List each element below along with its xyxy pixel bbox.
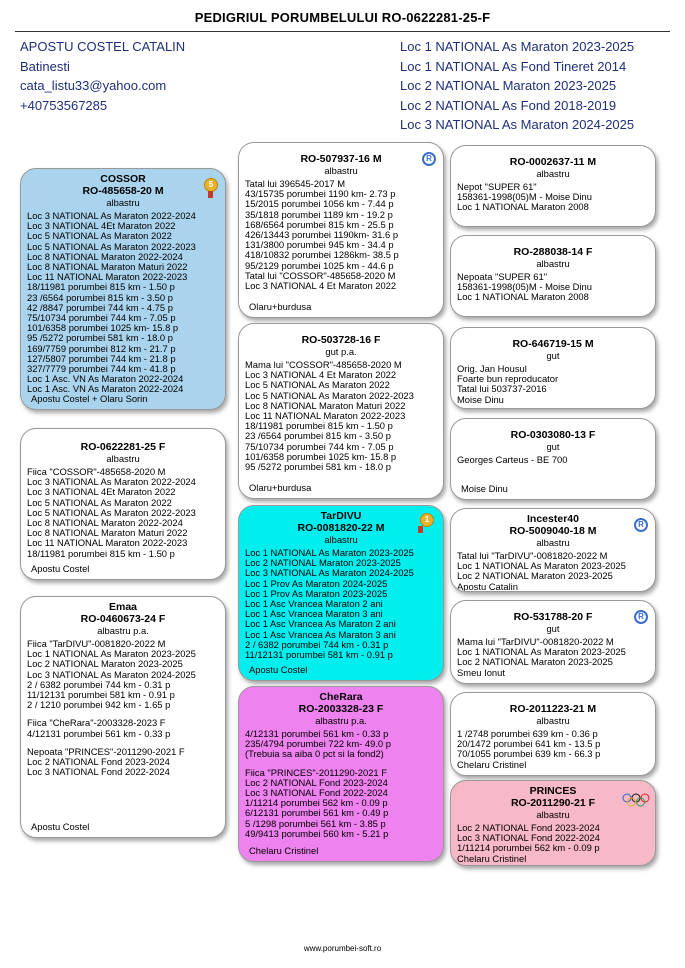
result-line: Loc 1 Asc Vrancea As Maraton 3 ani: [245, 628, 396, 640]
result-line: Loc 3 NATIONAL As Maraton 2022-2024: [27, 210, 196, 221]
result-line: Tatal lui 396545-2017 M: [245, 178, 346, 189]
results-list: [457, 729, 649, 770]
card-gg2[interactable]: [450, 235, 656, 317]
result-line: Loc 1 Asc Vrancea Maraton 3 ani: [245, 608, 383, 620]
result-line: 20/1472 porumbei 641 km - 13.5 p: [457, 738, 601, 750]
owner-email[interactable]: cata_listu33@yahoo.com: [20, 78, 167, 93]
owner-city: Batinesti: [20, 58, 70, 74]
results-list: [457, 551, 649, 592]
pigeon-name: COSSOR: [100, 173, 146, 185]
ring-number: RO-0460673-24 F: [80, 613, 166, 625]
result-line: Loc 3 NATIONAL 4Et Maraton 2022: [27, 220, 176, 232]
results-list: [245, 768, 437, 839]
result-line: Loc 3 NATIONAL Fond 2022-2024: [457, 832, 600, 844]
result-line: Fiica "TarDIVU"-0081820-2022 M: [27, 638, 166, 649]
breeder-name: Moise Dinu: [461, 482, 508, 494]
pigeon-color: albastru: [536, 809, 570, 820]
pigeon-name: Emaa: [108, 601, 138, 613]
ring-number: RO-0303080-13 F: [510, 429, 596, 441]
pigeon-color: albastru p.a.: [97, 625, 149, 636]
pigeon-name: Incester40: [527, 513, 579, 525]
result-line: 18/11981 porumbei 815 km - 1.50 p: [27, 547, 175, 559]
result-line: Loc 5 NATIONAL As Maraton 2022: [27, 230, 172, 242]
ring-number: RO-507937-16 M: [300, 153, 382, 165]
results-list: [457, 182, 649, 213]
results-list: [245, 360, 437, 472]
result-line: Mama lui "COSSOR"-485658-2020 M: [245, 359, 402, 370]
result-line: Loc 2 NATIONAL Fond 2023-2024: [27, 756, 170, 768]
result-line: Loc 1 Prov As Maraton 2024-2025: [245, 577, 388, 589]
pigeon-name: PRINCES: [529, 785, 577, 797]
result-line: 23 /6564 porumbei 815 km - 3.50 p: [27, 291, 173, 303]
pigeon-color: albastru: [324, 165, 358, 176]
result-line: 70/1055 porumbei 639 km - 66.3 p: [457, 748, 601, 760]
ring-number: RO-5009040-18 M: [509, 525, 597, 537]
result-line: Loc 11 NATIONAL Maraton 2022-2023: [27, 271, 188, 283]
result-line: Loc 1 Asc. VN As Maraton 2022-2024: [27, 373, 184, 385]
breeder-name: Apostu Costel: [31, 820, 90, 832]
title-line: Loc 2 NATIONAL Maraton 2023-2025: [400, 78, 617, 93]
card-gg6[interactable]: [450, 600, 656, 684]
result-line: Loc 5 NATIONAL As Maraton 2022: [27, 496, 172, 508]
card-cherara[interactable]: [238, 686, 444, 862]
result-line: Orig. Jan Housul: [457, 363, 527, 374]
breeder-name: Apostu Costel + Olaru Sorin: [31, 392, 148, 404]
result-line: Loc 2 NATIONAL Maraton 2023-2025: [457, 570, 613, 582]
card-cossor[interactable]: [20, 168, 226, 410]
card-princes[interactable]: [450, 780, 656, 866]
result-line: Loc 1 NATIONAL Maraton 2008: [457, 201, 589, 213]
breeder-name: Olaru+burdusa: [249, 300, 312, 312]
pigeon-color: albastru p.a.: [315, 715, 367, 726]
result-line: 75/10734 porumbei 744 km - 7.05 p: [27, 312, 176, 324]
result-line: Loc 3 NATIONAL 4 Et Maraton 2022: [245, 369, 397, 381]
results-list: [245, 729, 437, 760]
results-list: [27, 467, 219, 559]
result-line: 5 /1298 porumbei 561 km - 3.85 p: [245, 817, 386, 829]
card-gg5[interactable]: [450, 508, 656, 592]
result-line: Loc 1 Asc Vrancea As Maraton 2 ani: [245, 618, 396, 630]
results-list: [457, 637, 649, 678]
result-line: 158361-1998(05)M - Moise Dinu: [457, 191, 592, 203]
registered-icon: R: [422, 152, 436, 166]
owner-phone: +40753567285: [20, 97, 108, 113]
medal-icon: 1: [420, 513, 434, 527]
result-line: Loc 3 NATIONAL As Maraton 2024-2025: [245, 567, 414, 579]
pigeon-color: albastru: [106, 453, 140, 464]
result-line: Tatal lui "TarDIVU"-0081820-2022 M: [457, 550, 608, 561]
result-line: Loc 3 NATIONAL Fond 2022-2024: [245, 787, 388, 799]
result-line: Loc 3 NATIONAL As Maraton 2024-2025: [27, 668, 196, 680]
card-main-pigeon[interactable]: [20, 428, 226, 580]
result-line: Loc 3 NATIONAL 4Et Maraton 2022: [27, 486, 176, 498]
result-line: 95/2129 porumbei 1025 km - 44.6 p: [245, 259, 394, 271]
result-line: 169/7759 porumbei 812 km - 21.7 p: [27, 342, 176, 354]
card-gg1[interactable]: [450, 145, 656, 227]
title-line: Loc 1 NATIONAL As Fond Tineret 2014: [400, 58, 627, 74]
result-line: Loc 1 NATIONAL As Maraton 2023-2025: [457, 646, 626, 658]
result-line: 426/13443 porumbei 1190km- 31.6 p: [245, 229, 399, 241]
card-emaa[interactable]: [20, 596, 226, 838]
result-line: 18/11981 porumbei 815 km - 1.50 p: [27, 281, 175, 293]
result-line: Loc 8 NATIONAL Maraton 2022-2024: [27, 517, 183, 529]
result-line: 4/12131 porumbei 561 km - 0.33 p: [245, 728, 389, 739]
breeder-name: Apostu Costel: [31, 562, 90, 574]
result-line: 327/7779 porumbei 744 km - 41.8 p: [27, 363, 176, 375]
result-line: 11/12131 porumbei 581 km - 0.91 p: [245, 649, 393, 661]
pigeon-color: albastru: [106, 197, 140, 208]
pigeon-color: albastru: [536, 715, 570, 726]
result-line: 35/1818 porumbei 1189 km - 19.2 p: [245, 208, 393, 220]
result-line: Nepot "SUPER 61": [457, 181, 537, 192]
result-line: Loc 2 NATIONAL Fond 2023-2024: [245, 776, 388, 788]
result-line: Loc 5 NATIONAL As Maraton 2022: [245, 379, 390, 391]
result-line: Chelaru Cristinel: [457, 852, 527, 864]
result-line: Loc 3 NATIONAL As Maraton 2022-2024: [27, 476, 196, 488]
result-line: Loc 1 NATIONAL Maraton 2008: [457, 291, 589, 303]
result-line: Smeu Ionut: [457, 666, 505, 678]
result-line: 95 /5272 porumbei 581 km - 18.0 p: [27, 332, 173, 344]
results-list: [245, 548, 437, 660]
result-line: Mama lui "TarDIVU"-0081820-2022 M: [457, 636, 614, 647]
result-line: Tatal lui "COSSOR"-485658-2020 M: [245, 269, 396, 281]
ring-number: RO-2011223-21 M: [509, 703, 597, 715]
title-line: Loc 3 NATIONAL As Maraton 2024-2025: [400, 117, 635, 132]
result-line: Nepoata "PRINCES"-2011290-2021 F: [27, 745, 185, 757]
results-list: [457, 823, 649, 864]
results-list: [457, 364, 649, 405]
result-line: 1/11214 porumbei 562 km - 0.09 p: [245, 797, 388, 809]
ring-number: RO-2003328-23 F: [298, 703, 384, 715]
pigeon-color: albastru: [536, 537, 570, 548]
ring-number: RO-288038-14 F: [513, 246, 593, 258]
footer-site[interactable]: www.porumbei-soft.ro: [303, 944, 382, 953]
breeder-name: Apostu Costel: [249, 663, 308, 675]
result-line: Fiica "COSSOR"-485658-2020 M: [27, 466, 166, 477]
medal-icon: 5: [204, 178, 218, 192]
results-list: [27, 718, 219, 738]
result-line: Loc 2 NATIONAL Maraton 2023-2025: [27, 658, 183, 670]
result-line: Moise Dinu: [457, 393, 504, 405]
ring-number: RO-503728-16 F: [301, 334, 381, 346]
result-line: 168/6564 porumbei 815 km - 25.5 p: [245, 218, 394, 230]
result-line: 127/5807 porumbei 744 km - 21.8 p: [27, 352, 176, 364]
result-line: Nepoata "SUPER 61": [457, 271, 548, 282]
result-line: Tatal lui 503737-2016: [457, 383, 547, 395]
result-line: 235/4794 porumbei 722 km- 49.0 p: [245, 738, 391, 750]
results-list: [27, 211, 219, 395]
title-line: Loc 2 NATIONAL As Fond 2018-2019: [400, 97, 617, 113]
results-list: [27, 747, 219, 778]
ring-number: RO-531788-20 F: [513, 611, 593, 623]
page-title: PEDIGRIUL PORUMBELULUI RO-0622281-25-F: [194, 10, 491, 25]
result-line: Loc 8 NATIONAL Maraton 2022-2024: [27, 250, 183, 262]
result-line: 131/3800 porumbei 945 km - 34.4 p: [245, 239, 394, 251]
result-line: Loc 2 NATIONAL Maraton 2023-2025: [245, 557, 401, 569]
result-line: 43/15735 porumbei 1190 km- 2.73 p: [245, 188, 396, 200]
result-line: 6/12131 porumbei 561 km - 0.49 p: [245, 807, 389, 819]
owner-name: APOSTU COSTEL CATALIN: [20, 39, 186, 54]
result-line: 15/2015 porumbei 1056 km - 7.44 p: [245, 198, 394, 210]
result-line: 2 / 6382 porumbei 744 km - 0.31 p: [245, 638, 389, 650]
ring-number: RO-646719-15 M: [512, 338, 594, 350]
card-gg3[interactable]: [450, 327, 656, 409]
ring-number: RO-0002637-11 M: [509, 156, 597, 168]
result-line: 101/6358 porumbei 1025 km- 15.8 p: [27, 322, 179, 334]
result-line: 42 /8847 porumbei 744 km - 4.75 p: [27, 301, 173, 313]
olympic-rings-icon: [621, 793, 651, 807]
pigeon-color: gut: [546, 350, 560, 361]
ring-number: RO-0081820-22 M: [297, 522, 385, 534]
result-line: Loc 5 NATIONAL As Maraton 2022-2023: [245, 389, 414, 401]
result-line: 75/10734 porumbei 744 km - 7.05 p: [245, 440, 394, 452]
pigeon-name: TarDIVU: [320, 510, 362, 522]
result-line: 2 / 1210 porumbei 942 km - 1.65 p: [27, 699, 171, 711]
result-line: Loc 1 NATIONAL As Maraton 2023-2025: [457, 560, 626, 572]
registered-icon: R: [634, 610, 648, 624]
result-line: 23 /6564 porumbei 815 km - 3.50 p: [245, 430, 391, 442]
result-line: Loc 8 NATIONAL Maraton Maturi 2022: [27, 527, 188, 539]
result-line: Georges Carteus - BE 700: [457, 454, 568, 465]
result-line: 101/6358 porumbei 1025 km- 15.8 p: [245, 450, 397, 462]
result-line: 418/10832 porumbei 1286km- 38.5 p: [245, 249, 399, 261]
breeder-name: Olaru+burdusa: [249, 481, 312, 493]
result-line: Loc 8 NATIONAL Maraton Maturi 2022: [27, 261, 188, 273]
result-line: Loc 5 NATIONAL As Maraton 2022-2023: [27, 506, 196, 518]
result-line: 4/12131 porumbei 561 km - 0.33 p: [27, 727, 171, 739]
result-line: Fiica "PRINCES"-2011290-2021 F: [245, 766, 387, 778]
pigeon-color: albastru: [536, 258, 570, 269]
results-list: [27, 639, 219, 710]
result-line: Loc 5 NATIONAL As Maraton 2022-2023: [27, 240, 196, 252]
card-g1[interactable]: [238, 142, 444, 318]
result-line: 158361-1998(05)M - Moise Dinu: [457, 281, 592, 293]
result-line: Loc 11 NATIONAL Maraton 2022-2023: [27, 537, 188, 549]
result-line: 1 /2748 porumbei 639 km - 0.36 p: [457, 728, 598, 739]
pigeon-color: albastru: [536, 168, 570, 179]
result-line: 2 / 6382 porumbei 744 km - 0.31 p: [27, 678, 171, 690]
result-line: Loc 1 Prov As Maraton 2023-2025: [245, 587, 388, 599]
result-line: 95 /5272 porumbei 581 km - 18.0 p: [245, 461, 391, 473]
title-divider: [15, 31, 670, 32]
result-line: Foarte bun reproducator: [457, 373, 559, 385]
owner-titles: [400, 37, 634, 135]
ribbon-icon: [208, 191, 213, 198]
card-gg7[interactable]: [450, 692, 656, 776]
result-line: 49/9413 porumbei 560 km - 5.21 p: [245, 827, 389, 839]
results-list: [457, 455, 649, 465]
result-line: Loc 2 NATIONAL Maraton 2023-2025: [457, 656, 613, 668]
result-line: Loc 3 NATIONAL 4 Et Maraton 2022: [245, 280, 397, 292]
result-line: Loc 2 NATIONAL Fond 2023-2024: [457, 822, 600, 833]
result-line: Chelaru Cristinel: [457, 758, 527, 770]
owner-info: [20, 37, 185, 115]
results-list: [245, 179, 437, 291]
registered-icon: R: [634, 518, 648, 532]
title-line: Loc 1 NATIONAL As Maraton 2023-2025: [400, 39, 635, 54]
result-line: (Trebuia sa aiba 0 pct si la fond2): [245, 748, 384, 760]
pigeon-color: gut p.a.: [325, 346, 357, 357]
ring-number: RO-2011290-21 F: [510, 797, 596, 809]
result-line: Loc 1 Asc. VN As Maraton 2022-2024: [27, 383, 184, 395]
result-line: 11/12131 porumbei 581 km - 0.91 p: [27, 689, 175, 701]
result-line: Fiica "CheRara"-2003328-2023 F: [27, 717, 166, 729]
pigeon-name: CheRara: [319, 691, 363, 703]
breeder-name: Chelaru Cristinel: [249, 844, 319, 856]
result-line: 18/11981 porumbei 815 km - 1.50 p: [245, 420, 393, 432]
result-line: Apostu Catalin: [457, 580, 518, 592]
result-line: Loc 11 NATIONAL Maraton 2022-2023: [245, 410, 406, 422]
ring-number: RO-485658-20 M: [82, 185, 164, 197]
ring-number: RO-0622281-25 F: [80, 441, 166, 453]
result-line: Loc 1 NATIONAL As Maraton 2023-2025: [245, 547, 414, 558]
result-line: Loc 3 NATIONAL Fond 2022-2024: [27, 766, 170, 778]
result-line: 1/11214 porumbei 562 km - 0.09 p: [457, 842, 600, 854]
pigeon-color: gut: [546, 623, 560, 634]
results-list: [457, 272, 649, 303]
pigeon-color: gut: [546, 441, 560, 452]
result-line: Loc 8 NATIONAL Maraton Maturi 2022: [245, 399, 406, 411]
ribbon-icon: [418, 526, 423, 533]
card-tardivu[interactable]: [238, 505, 444, 681]
result-line: Loc 1 Asc Vrancea Maraton 2 ani: [245, 598, 383, 610]
pigeon-color: albastru: [324, 534, 358, 545]
card-gg4[interactable]: [450, 418, 656, 500]
card-g2[interactable]: [238, 323, 444, 499]
result-line: Loc 1 NATIONAL As Maraton 2023-2025: [27, 648, 196, 660]
